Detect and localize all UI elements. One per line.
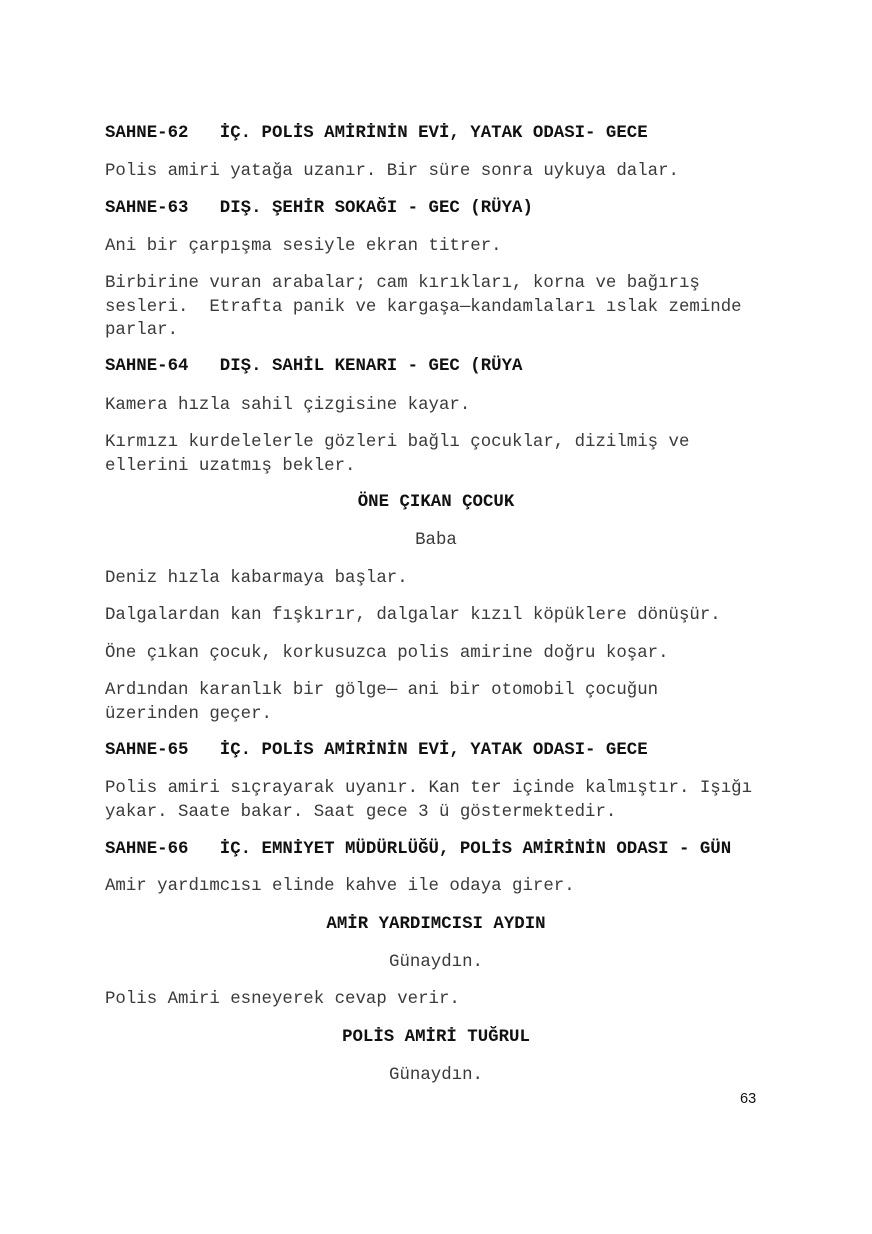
scene-heading-66: SAHNE-66 İÇ. EMNİYET MÜDÜRLÜĞÜ, POLİS AMİRİNİN ODASI - GÜN bbox=[105, 840, 732, 859]
action-line: Dalgalardan kan fışkırır, dalgalar kızıl köpüklere dönüşür. bbox=[105, 606, 721, 625]
character-name: POLİS AMİRİ TUĞRUL bbox=[342, 1028, 530, 1047]
action-line: Öne çıkan çocuk, korkusuzca polis amirine doğru koşar. bbox=[105, 644, 669, 663]
scene-heading-64: SAHNE-64 DIŞ. SAHİL KENARI - GEC (RÜYA bbox=[105, 357, 523, 376]
action-line: Ani bir çarpışma sesiyle ekran titrer. bbox=[105, 237, 502, 256]
dialogue-line: Günaydın. bbox=[389, 953, 483, 972]
scene-heading-65: SAHNE-65 İÇ. POLİS AMİRİNİN EVİ, YATAK ODASI- GECE bbox=[105, 741, 648, 760]
dialogue-line: Baba bbox=[415, 531, 457, 550]
action-line: Amir yardımcısı elinde kahve ile odaya girer. bbox=[105, 877, 575, 896]
scene-heading-63: SAHNE-63 DIŞ. ŞEHİR SOKAĞI - GEC (RÜYA) bbox=[105, 199, 533, 218]
action-line: üzerinden geçer. bbox=[105, 704, 272, 724]
character-name: AMİR YARDIMCISI AYDIN bbox=[326, 915, 546, 934]
action-line: Kırmızı kurdelelerle gözleri bağlı çocuklar, dizilmiş ve bbox=[105, 433, 690, 452]
dialogue-line: Günaydın. bbox=[389, 1066, 483, 1085]
action-line: ellerini uzatmış bekler. bbox=[105, 456, 356, 476]
action-line: Deniz hızla kabarmaya başlar. bbox=[105, 569, 408, 588]
scene-heading-62: SAHNE-62 İÇ. POLİS AMİRİNİN EVİ, YATAK ODASI- GECE bbox=[105, 124, 648, 143]
action-line: Polis Amiri esneyerek cevap verir. bbox=[105, 990, 460, 1009]
action-line: Birbirine vuran arabalar; cam kırıkları, korna ve bağırış bbox=[105, 274, 700, 293]
action-line: Kamera hızla sahil çizgisine kayar. bbox=[105, 396, 471, 415]
page-number: 63 bbox=[740, 1091, 757, 1107]
action-line: yakar. Saate bakar. Saat gece 3 ü göstermektedir. bbox=[105, 802, 617, 822]
action-line: Polis amiri sıçrayarak uyanır. Kan ter içinde kalmıştır. Işığı bbox=[105, 779, 753, 798]
action-line: Ardından karanlık bir gölge— ani bir otomobil çocuğun bbox=[105, 681, 659, 700]
action-line: Polis amiri yatağa uzanır. Bir süre sonra uykuya dalar. bbox=[105, 162, 679, 181]
action-line: sesleri. Etrafta panik ve kargaşa—kandamlaları ıslak zeminde bbox=[105, 297, 742, 317]
character-name: ÖNE ÇIKAN ÇOCUK bbox=[357, 493, 515, 512]
action-line: parlar. bbox=[105, 321, 179, 340]
